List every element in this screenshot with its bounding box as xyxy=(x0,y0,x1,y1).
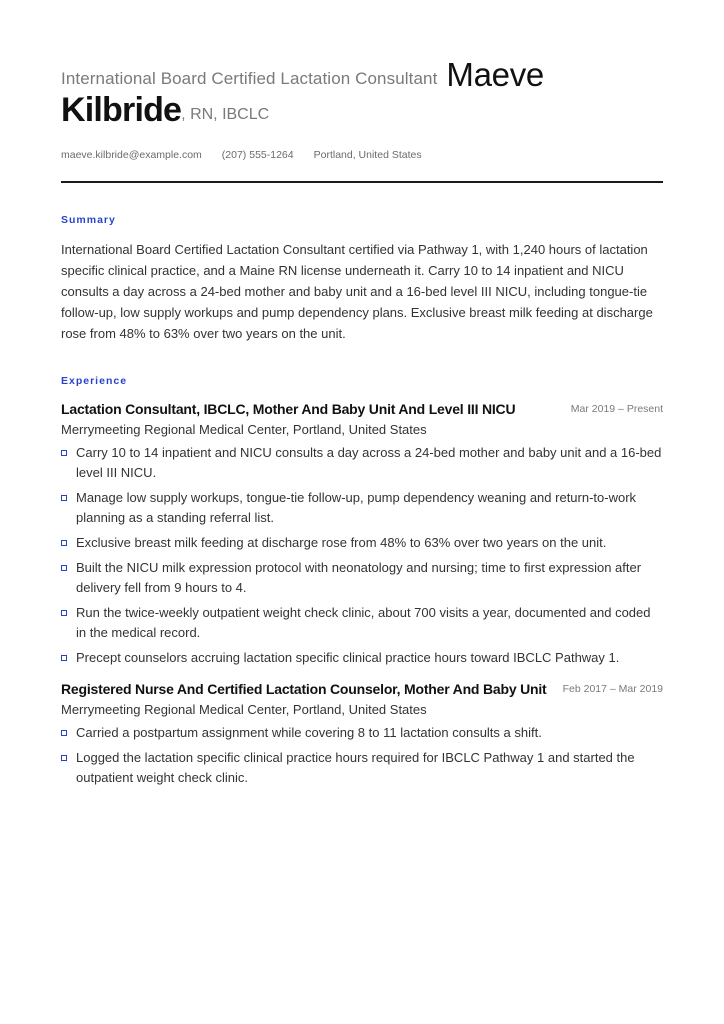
contact-row xyxy=(61,149,663,161)
job-employer: Merrymeeting Regional Medical Center, Portland, United States xyxy=(61,422,427,437)
first-name: Maeve xyxy=(446,56,544,93)
contact-location: Portland, United States xyxy=(313,149,422,161)
bullet-text: Exclusive breast milk feeding at discharge rose from 48% to 63% over two years on the unit. xyxy=(76,535,607,550)
square-bullet-icon xyxy=(61,610,67,616)
credentials: , RN, IBCLC xyxy=(181,106,270,123)
square-bullet-icon xyxy=(61,540,67,546)
job-entry xyxy=(61,680,663,788)
header-divider xyxy=(61,181,663,183)
job-header xyxy=(61,680,663,699)
bullet-text: Carried a postpartum assignment while covering 8 to 11 lactation consults a shift. xyxy=(76,725,542,740)
header-top-line xyxy=(61,58,663,91)
job-title: Lactation Consultant, IBCLC, Mother And Baby Unit And Level III NICU xyxy=(61,401,516,417)
square-bullet-icon xyxy=(61,755,67,761)
job-bullets xyxy=(61,723,663,788)
bullet-text: Manage low supply workups, tongue-tie follow-up, pump dependency weaning and return-to-work planning as a standing referral list. xyxy=(76,490,637,525)
square-bullet-icon xyxy=(61,730,67,736)
contact-phone[interactable]: (207) 555-1264 xyxy=(221,149,294,161)
bullet-text: Logged the lactation specific clinical practice hours required for IBCLC Pathway 1 and started the outpatient weight check clinic. xyxy=(76,750,635,785)
bullet-item xyxy=(61,488,663,528)
bullet-item xyxy=(61,558,663,598)
job-entry xyxy=(61,400,663,668)
bullet-item xyxy=(61,533,663,553)
square-bullet-icon xyxy=(61,450,67,456)
job-dates: Feb 2017 – Mar 2019 xyxy=(562,683,663,695)
bullet-item xyxy=(61,748,663,788)
bullet-text: Built the NICU milk expression protocol with neonatology and nursing; time to first expression after delivery fell from 9 hours to 4. xyxy=(76,560,642,595)
bullet-item xyxy=(61,603,663,643)
summary-text: International Board Certified Lactation Consultant certified via Pathway 1, with 1,240 hours of lactation specific clinical practice, and a Maine RN license underneath it. Carry 10 to 14 inpatient and NICU consults a day across a 24-bed mother and baby unit and a 16-bed level III NICU, including tongue-tie follow-up, low supply workups and pump dependency plans. Exclusive breast milk feeding at discharge rose from 48% to 63% over two years on the unit. xyxy=(61,242,653,341)
bullet-text: Run the twice-weekly outpatient weight check clinic, about 700 visits a year, documented and coded in the medical record. xyxy=(76,605,651,640)
header-name-line xyxy=(61,93,663,127)
bullet-text: Carry 10 to 14 inpatient and NICU consults a day across a 24-bed mother and baby unit and a 16-bed level III NICU. xyxy=(76,445,662,480)
contact-email[interactable]: maeve.kilbride@example.com xyxy=(61,149,202,161)
headline: International Board Certified Lactation Consultant xyxy=(61,69,438,88)
square-bullet-icon xyxy=(61,655,67,661)
job-bullets xyxy=(61,443,663,668)
bullet-item xyxy=(61,648,663,668)
bullet-text: Precept counselors accruing lactation specific clinical practice hours toward IBCLC Pathway 1. xyxy=(76,650,620,665)
job-employer: Merrymeeting Regional Medical Center, Portland, United States xyxy=(61,702,427,717)
bullet-item xyxy=(61,723,663,743)
experience-heading: Experience xyxy=(61,375,128,387)
square-bullet-icon xyxy=(61,495,67,501)
job-title: Registered Nurse And Certified Lactation Counselor, Mother And Baby Unit xyxy=(61,681,547,697)
summary-heading: Summary xyxy=(61,214,116,226)
last-name: Kilbride xyxy=(61,91,182,129)
job-header xyxy=(61,400,663,419)
bullet-item xyxy=(61,443,663,483)
job-dates: Mar 2019 – Present xyxy=(570,403,663,415)
square-bullet-icon xyxy=(61,565,67,571)
